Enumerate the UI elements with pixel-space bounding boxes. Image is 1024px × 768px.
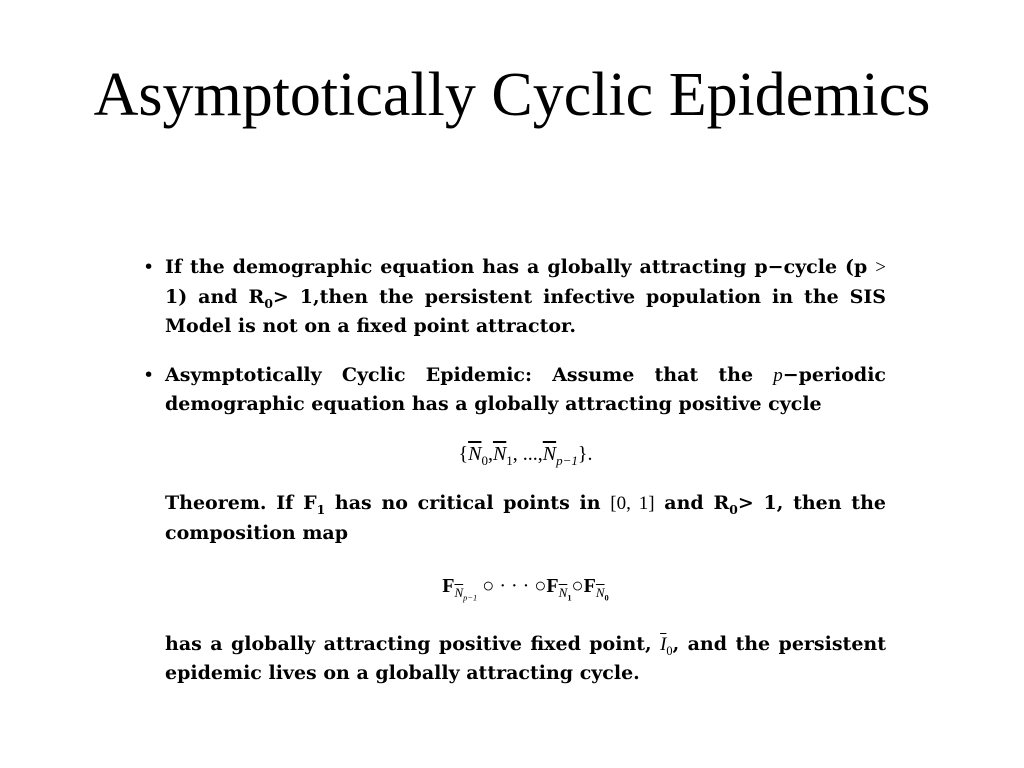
slide-title-text: Asymptotically Cyclic Epidemics	[93, 61, 931, 129]
f-1: F	[546, 575, 559, 597]
theorem-tail: > 1, then the composition map	[165, 492, 886, 544]
bullet-2-p-var: p	[773, 364, 783, 386]
i-bar: $\overline{I}$	[660, 633, 667, 655]
i-bar-sub: 0	[666, 643, 673, 658]
brace-open: {	[458, 442, 469, 465]
bullet-1-gt: >	[875, 257, 886, 278]
bullet-dot-icon: •	[143, 363, 155, 386]
conclusion-tail: , and the persistent epidemic lives on a globally attracting cycle.	[165, 632, 886, 684]
bullet-1-text-a: If the demographic equation has a globally attracting p−cycle (p	[165, 256, 876, 278]
f1-sub: 1	[316, 501, 326, 517]
n-bar-0: $\overline{N}$	[468, 442, 482, 465]
bullet-2-lead: Asymptotically Cyclic Epidemic: Assume that the	[165, 363, 774, 386]
n-bar-1: $\overline{N}$	[492, 442, 507, 465]
slide-content	[140, 253, 886, 689]
f-0-sub: 0	[604, 592, 609, 603]
cycle-set-formula	[140, 440, 886, 470]
theorem-mid: has no critical points in	[325, 492, 611, 514]
composition-map-formula	[140, 572, 886, 602]
interval: [0, 1]	[610, 493, 655, 514]
bullet-item-2	[140, 361, 886, 420]
brace-close: }.	[577, 442, 593, 465]
bullet-1-text-b: 1)	[165, 285, 188, 308]
conclusion-lead: has a globally attracting positive fixed point,	[165, 632, 661, 655]
f-1-sub: 1	[567, 592, 572, 603]
circ-dots: ○ · · · ○	[477, 575, 547, 597]
bullet-2-rest: −periodic demographic equation has a globally attracting positive cycle	[165, 363, 886, 415]
f-p: F	[442, 575, 455, 597]
f-0: F	[583, 575, 596, 597]
n-bar-0-sub: 0	[481, 452, 488, 468]
circ: ○	[571, 575, 584, 597]
f-p-sub: p−1	[463, 592, 478, 603]
theorem-lead: Theorem. If F	[165, 492, 317, 514]
bullet-item-1	[140, 253, 886, 342]
r0-sub: 0	[729, 501, 738, 517]
n-bar-1-sub: 1	[506, 452, 513, 468]
bullet-1-r0-sub: 0	[264, 295, 273, 311]
bullet-1-text-c: and R	[187, 285, 265, 308]
bullet-1-text-d: > 1,then the persistent infective population in the SIS Model is not on a fixed point attractor.	[165, 285, 886, 337]
f-p-n: $\overline{N}$	[454, 585, 464, 600]
comma: ,	[487, 442, 493, 465]
ellipsis: , ...,	[512, 442, 543, 465]
slide-title	[0, 58, 1024, 132]
f-1-n: $\overline{N}$	[558, 585, 568, 600]
n-bar-p: $\overline{N}$	[542, 442, 557, 465]
conclusion-paragraph	[140, 630, 886, 689]
n-bar-p-sub: p−1	[556, 452, 578, 468]
theorem-and: and R	[654, 492, 730, 514]
bullet-dot-icon: •	[143, 256, 155, 278]
theorem-paragraph	[140, 489, 886, 548]
f-0-n: $\overline{N}$	[595, 585, 605, 600]
